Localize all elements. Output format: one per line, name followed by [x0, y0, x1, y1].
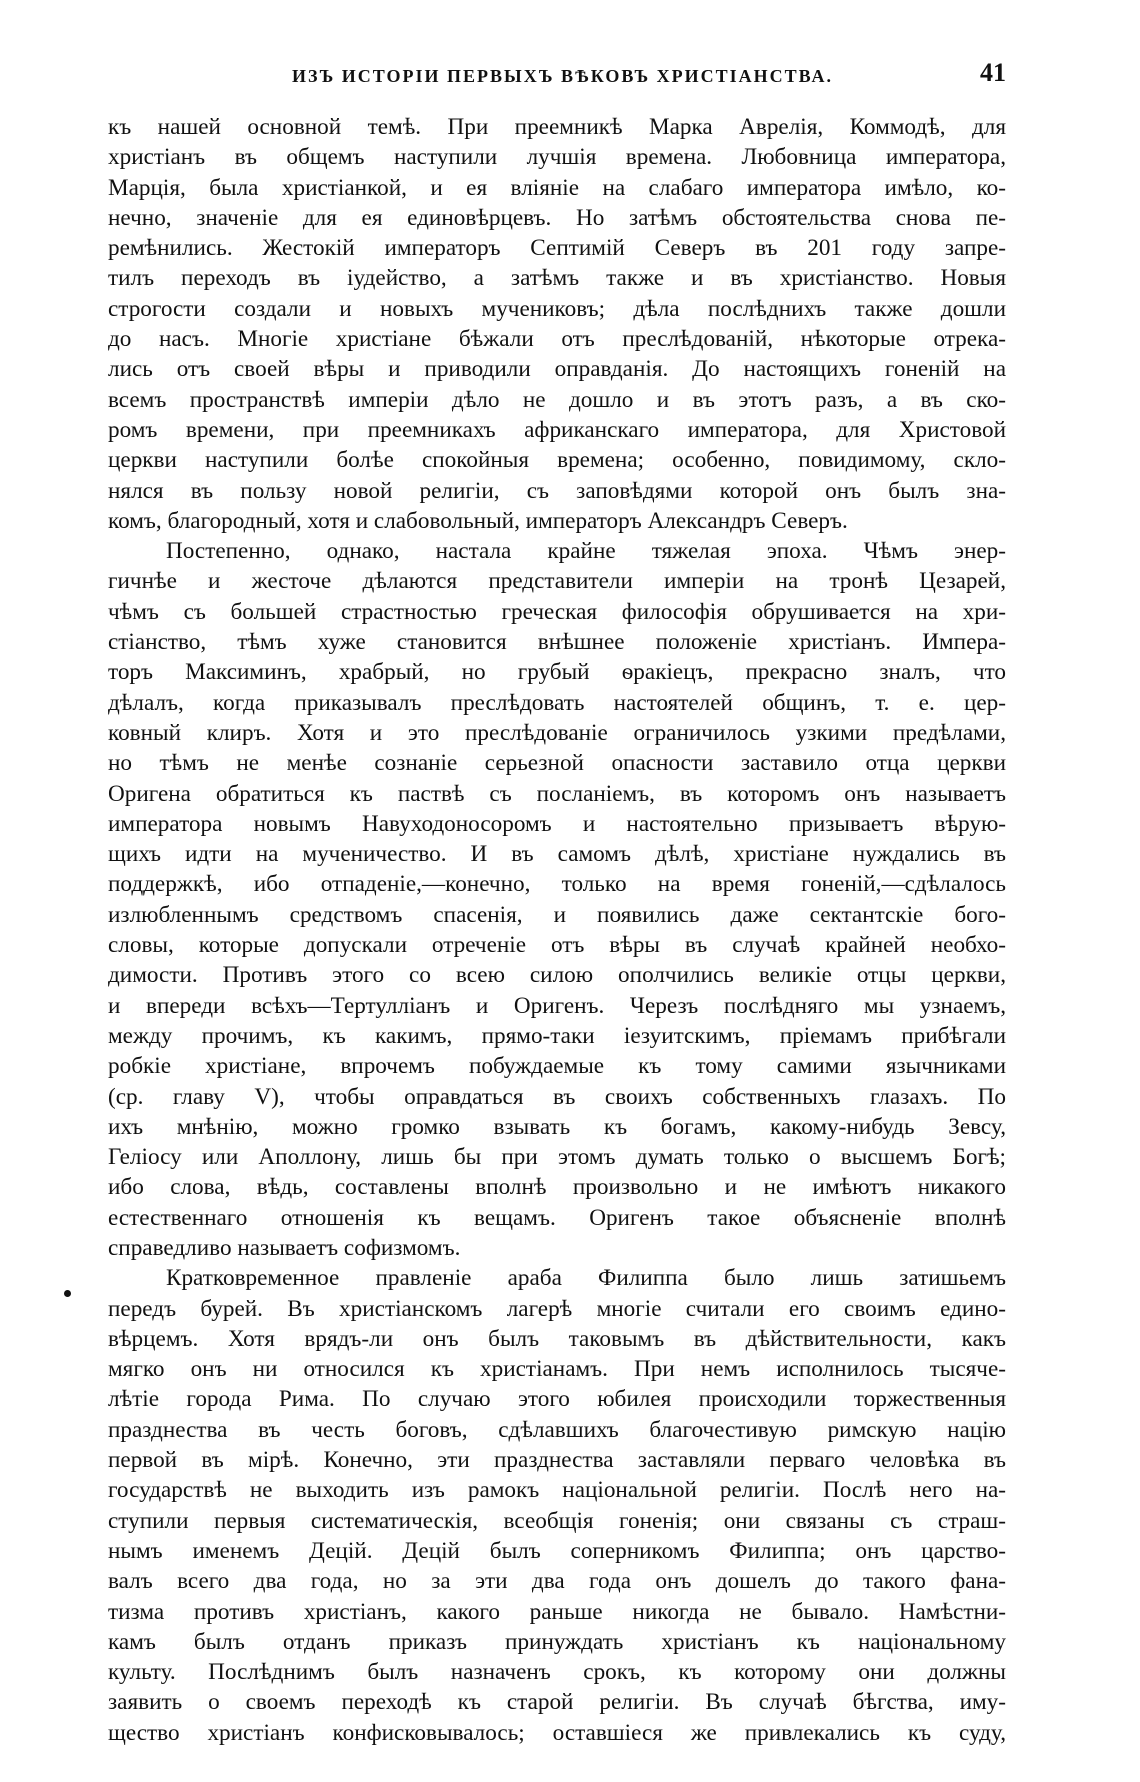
text-line: чѣмъ съ большей страстностью греческая философія обрушивается на хри-: [108, 598, 1006, 625]
text-line: христіанъ въ общемъ наступили лучшія времена. Любовница императора,: [108, 144, 1006, 171]
text-line: ихъ мнѣнію, можно громко взывать къ богамъ, какому-нибудь Зевсу,: [108, 1113, 1006, 1140]
text-line: Геліосу или Аполлону, лишь бы при этомъ думать только о высшемъ Богѣ;: [108, 1144, 1006, 1171]
text-line: щество христіанъ конфисковывалось; оставшіеся же привлекались къ суду,: [108, 1719, 1006, 1746]
text-line: валъ всего два года, но за эти два года онъ дошелъ до такого фана-: [108, 1568, 1006, 1595]
text-line: стіанство, тѣмъ хуже становится внѣшнее положеніе христіанъ. Импера-: [108, 629, 1006, 656]
text-line: но тѣмъ не менѣе сознаніе серьезной опасности заставило отца церкви: [108, 750, 1006, 777]
text-line: комъ, благородный, хотя и слабовольный, императоръ Александръ Северъ.: [108, 507, 848, 534]
text-line: щихъ идти на мученичество. И въ самомъ дѣлѣ, христіане нуждались въ: [108, 841, 1006, 868]
text-line: ибо слова, вѣдь, составлены вполнѣ произвольно и не имѣютъ никакого: [108, 1174, 1006, 1201]
body-text: [108, 112, 1006, 1778]
text-line: Оригена обратиться къ паствѣ съ посланіемъ, въ которомъ онъ называетъ: [108, 780, 1006, 807]
text-line: ремѣнились. Жестокій императоръ Септимій Северъ въ 201 году запре-: [108, 235, 1006, 262]
text-line: тизма противъ христіанъ, какого раньше никогда не бывало. Намѣстни-: [108, 1598, 1006, 1625]
text-line: передъ бурей. Въ христіанскомъ лагерѣ многіе считали его своимъ едино-: [108, 1295, 1006, 1322]
text-line: [108, 1748, 1006, 1778]
text-line: тилъ переходъ въ іудейство, а затѣмъ также и въ христіанство. Новыя: [108, 265, 1006, 292]
text-line: императора новымъ Навуходоносоромъ и настоятельно призываетъ вѣрую-: [108, 810, 1006, 837]
text-line: ковный клиръ. Хотя и это преслѣдованіе ограничилось узкими предѣлами,: [108, 719, 1006, 746]
text-line: лись отъ своей вѣры и приводили оправданія. До настоящихъ гоненій на: [108, 356, 1006, 383]
paragraph-start-line: Кратковременное правленіе араба Филиппа было лишь затишьемъ: [166, 1265, 1006, 1292]
margin-mark-dot: [64, 1290, 71, 1297]
text-line: дѣлалъ, когда приказывалъ преслѣдовать настоятелей общинъ, т. е. цер-: [108, 689, 1006, 716]
text-line: государствѣ не выходить изъ рамокъ національной религіи. Послѣ него на-: [108, 1477, 1006, 1504]
text-line: празднества въ честь боговъ, сдѣлавшихъ благочестивую римскую націю: [108, 1416, 1006, 1443]
text-line: естественнаго отношенія къ вещамъ. Оригенъ такое объясненіе вполнѣ: [108, 1204, 1006, 1231]
running-title: ИЗЪ ИСТОРІИ ПЕРВЫХЪ ВѢКОВЪ ХРИСТІАНСТВА.: [292, 66, 834, 86]
text-line: Марція, была христіанкой, и ея вліяніе на слабаго императора имѣло, ко-: [108, 174, 1006, 201]
text-line: заявить о своемъ переходѣ къ старой религіи. Въ случаѣ бѣгства, иму-: [108, 1689, 1006, 1716]
text-line: лѣтіе города Рима. По случаю этого юбилея происходили торжественныя: [108, 1386, 1006, 1413]
text-line: и впереди всѣхъ—Тертулліанъ и Оригенъ. Черезъ послѣдняго мы узнаемъ,: [108, 992, 1006, 1019]
text-line: излюбленнымъ средствомъ спасенія, и появились даже сектантскіе бого-: [108, 901, 1006, 928]
text-line: до насъ. Многіе христіане бѣжали отъ преслѣдованій, нѣкоторые отрека-: [108, 326, 1006, 353]
text-line: первой въ мірѣ. Конечно, эти празднества заставляли перваго человѣка въ: [108, 1447, 1006, 1474]
text-line: камъ былъ отданъ приказъ принуждать христіанъ къ національному: [108, 1628, 1006, 1655]
paragraph-start-line: Постепенно, однако, настала крайне тяжелая эпоха. Чѣмъ энер-: [166, 538, 1006, 565]
text-line: между прочимъ, къ какимъ, прямо-таки іезуитскимъ, пріемамъ прибѣгали: [108, 1022, 1006, 1049]
text-line: ромъ времени, при преемникахъ африканскаго императора, для Христовой: [108, 416, 1006, 443]
text-line: нялся въ пользу новой религіи, съ заповѣдями которой онъ былъ зна-: [108, 477, 1006, 504]
text-line: мягко онъ ни относился къ христіанамъ. При немъ исполнилось тысяче-: [108, 1356, 1006, 1383]
text-line: димости. Противъ этого со всею силою ополчились великіе отцы церкви,: [108, 962, 1006, 989]
text-line: нечно, значеніе для ея единовѣрцевъ. Но затѣмъ обстоятельства снова пе-: [108, 204, 1006, 231]
text-line: всемъ пространствѣ имперіи дѣло не дошло и въ этотъ разъ, а въ ско-: [108, 386, 1006, 413]
page-header: [108, 58, 1006, 98]
text-line: справедливо называетъ софизмомъ.: [108, 1234, 461, 1261]
text-line: торъ Максиминъ, храбрый, но грубый ѳракіецъ, прекрасно зналъ, что: [108, 659, 1006, 686]
text-line: поддержкѣ, ибо отпаденіе,—конечно, только на время гоненій,—сдѣлалось: [108, 871, 1006, 898]
text-line: къ нашей основной темѣ. При преемникѣ Марка Аврелія, Коммодѣ, для: [108, 114, 1006, 140]
text-line: словы, которые допускали отреченіе отъ вѣры въ случаѣ крайней необхо-: [108, 932, 1006, 959]
text-line: вѣрцемъ. Хотя врядъ-ли онъ былъ таковымъ въ дѣйствительности, какъ: [108, 1325, 1006, 1352]
text-line: (ср. главу V), чтобы оправдаться въ своихъ собственныхъ глазахъ. По: [108, 1083, 1006, 1110]
text-line: нымъ именемъ Децій. Децій былъ соперникомъ Филиппа; онъ царство-: [108, 1537, 1006, 1564]
page-number: 41: [980, 58, 1006, 87]
text-line: культу. Послѣднимъ былъ назначенъ срокъ, къ которому они должны: [108, 1659, 1006, 1686]
text-line: церкви наступили болѣе спокойныя времена; особенно, повидимому, скло-: [108, 447, 1006, 474]
text-line: гичнѣе и жесточе дѣлаются представители имперіи на тронѣ Цезарей,: [108, 568, 1006, 595]
text-line: строгости создали и новыхъ мучениковъ; дѣла послѣднихъ также дошли: [108, 295, 1006, 322]
text-line: робкіе христіане, впрочемъ побуждаемые къ тому самими язычниками: [108, 1053, 1006, 1080]
text-line: ступили первыя систематическія, всеобщія гоненія; они связаны съ страш-: [108, 1507, 1006, 1534]
